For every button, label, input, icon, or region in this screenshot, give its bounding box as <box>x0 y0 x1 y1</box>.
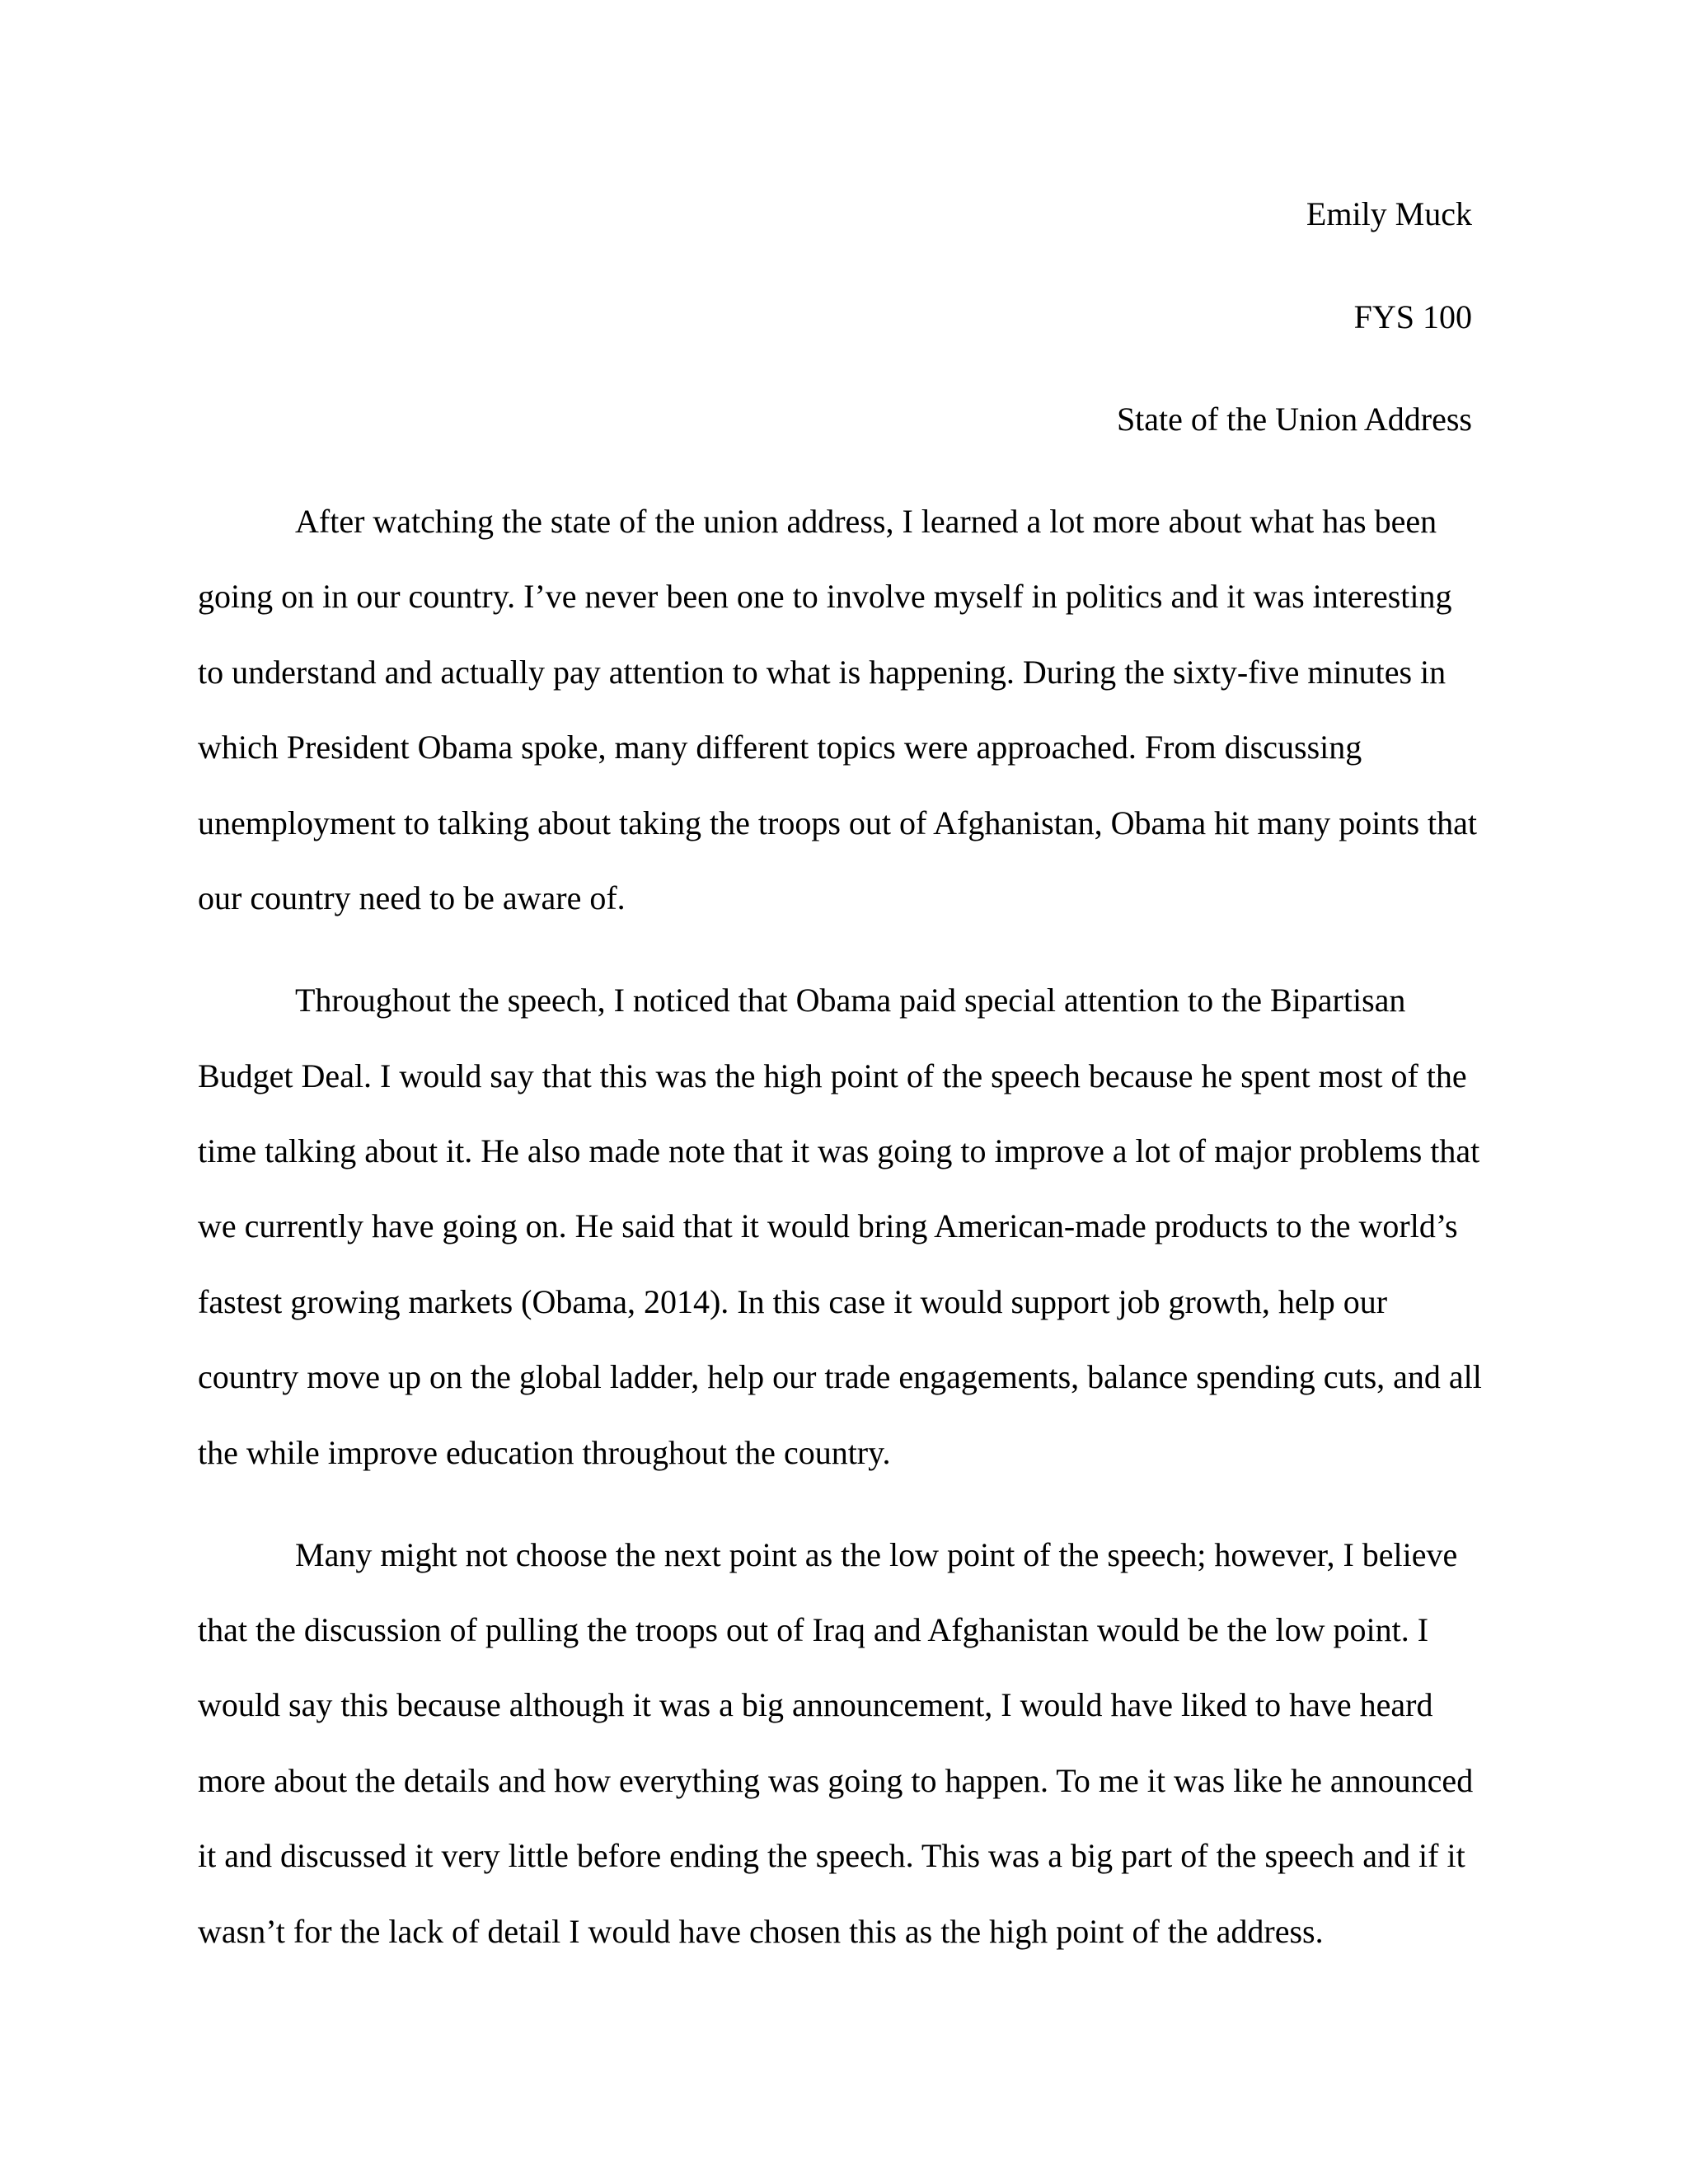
paragraph-line: wasn’t for the lack of detail I would have chosen this as the high point of the address. <box>198 1913 1324 1950</box>
paragraph-line: it and discussed it very little before ending the speech. This was a big part of the speech and if it <box>198 1837 1465 1874</box>
paragraph-line: to understand and actually pay attention to what is happening. During the sixty-five minutes in <box>198 654 1447 691</box>
paragraph-line: would say this because although it was a big announcement, I would have liked to have heard <box>198 1686 1433 1723</box>
paragraph-line: Throughout the speech, I noticed that Obama paid special attention to the Bipartisan <box>295 982 1406 1019</box>
course-name: FYS 100 <box>1353 298 1472 335</box>
paragraph-line: unemployment to talking about taking the troops out of Afghanistan, Obama hit many points that <box>198 804 1477 841</box>
paragraph-line: fastest growing markets (Obama, 2014). In this case it would support job growth, help our <box>198 1283 1388 1320</box>
paragraph-line: After watching the state of the union address, I learned a lot more about what has been <box>295 503 1437 540</box>
paragraph-line: Many might not choose the next point as the low point of the speech; however, I believe <box>295 1536 1458 1573</box>
paragraph-line: we currently have going on. He said that it would bring American-made products to the world’s <box>198 1207 1458 1244</box>
paragraph-line: country move up on the global ladder, help our trade engagements, balance spending cuts, and all <box>198 1358 1482 1395</box>
paragraph-line: our country need to be aware of. <box>198 879 626 916</box>
paragraph-line: that the discussion of pulling the troops out of Iraq and Afghanistan would be the low point. I <box>198 1611 1429 1648</box>
paragraph-line: time talking about it. He also made note that it was going to improve a lot of major problems that <box>198 1132 1480 1169</box>
paragraph-line: which President Obama spoke, many different topics were approached. From discussing <box>198 729 1362 766</box>
author-name: Emily Muck <box>1306 195 1472 232</box>
paragraph-line: Budget Deal. I would say that this was the high point of the speech because he spent most of the <box>198 1057 1467 1094</box>
paragraph-line: going on in our country. I’ve never been one to involve myself in politics and it was interesting <box>198 578 1452 615</box>
essay-title: State of the Union Address <box>1116 401 1472 438</box>
paragraph-line: the while improve education throughout the country. <box>198 1434 891 1471</box>
paragraph-line: more about the details and how everything was going to happen. To me it was like he announced <box>198 1762 1474 1799</box>
